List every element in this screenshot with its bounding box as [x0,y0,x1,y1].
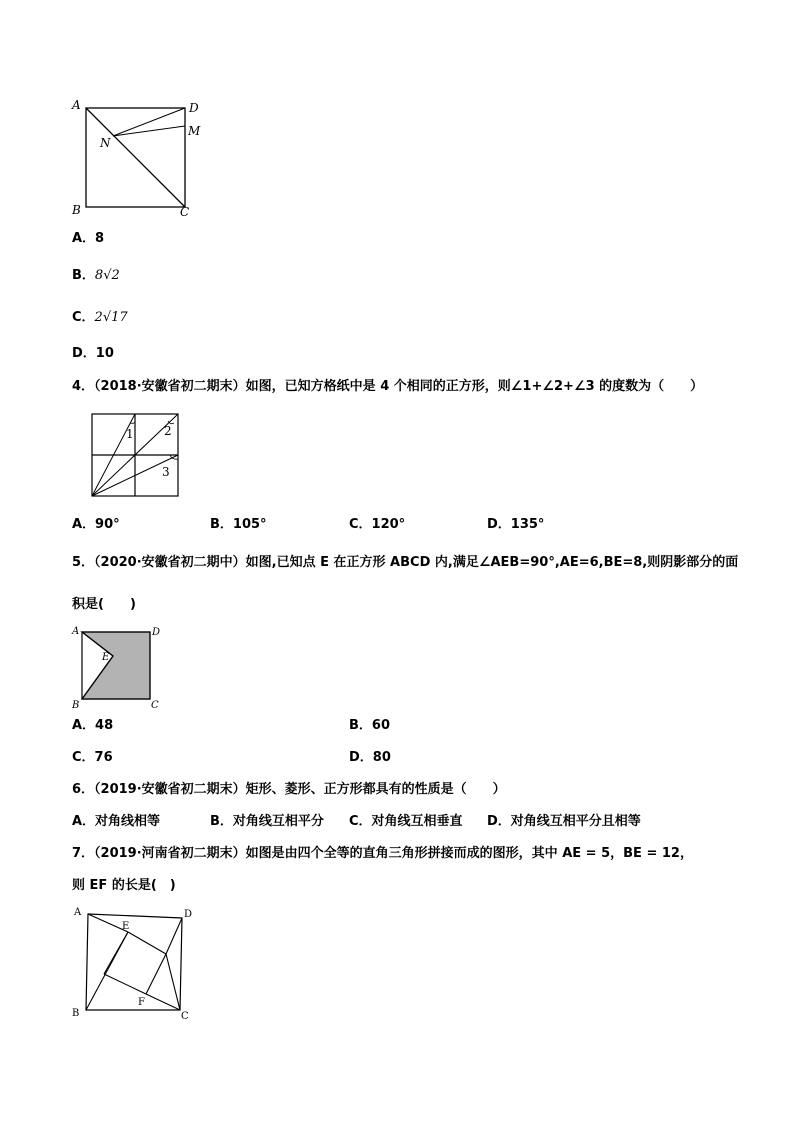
q4-grid-figure [88,410,188,504]
q6-stem: 6．（2019·安徽省初二期末）矩形、菱形、正方形都具有的性质是（ ） [72,782,506,797]
q7-label-a: A [74,907,82,918]
q6-option-c: C．对角线互相垂直 [349,814,463,829]
q7-label-b: B [72,1008,80,1019]
q6-option-b: B．对角线互相平分 [210,814,324,829]
q3-label-a: A [72,98,81,112]
q4-option-b: B．105° [210,517,267,532]
q6-option-d: D．对角线互相平分且相等 [487,814,641,829]
q3-option-c-math: 2√17 [94,310,128,325]
q7-label-e: E [122,921,130,932]
q6-option-a: A．对角线相等 [72,814,161,829]
q7-label-c: C [181,1011,189,1022]
q5-label-d: D [152,627,161,638]
q3-option-c [72,310,128,326]
q7-square-figure [66,902,206,1028]
q4-option-c: C．120° [349,517,406,532]
q5-stem-line1: 5．（2020·安徽省初二期中）如图,已知点 E 在正方形 ABCD 内,满足∠AEB=90°,AE=6,BE=8,则阴影部分的面 [72,555,739,570]
q4-option-a: A．90° [72,517,120,532]
q3-option-a: A．8 [72,231,105,246]
q4-angle-1: 1 [126,427,134,441]
q3-option-c-prefix: C． [72,310,95,325]
q5-stem-line2: 积是( ) [72,597,136,612]
q3-square-figure [66,96,216,226]
q5-option-b: B．60 [349,718,390,733]
q7-label-d: D [184,909,193,920]
q5-label-c: C [151,700,159,711]
q3-label-m: M [188,124,201,138]
q3-option-b-math: 8√2 [94,268,120,283]
q4-angle-3: 3 [162,465,170,479]
q3-label-n: N [100,136,111,150]
q3-label-d: D [189,101,199,115]
q5-label-a: A [72,626,80,637]
q4-stem: 4．（2018·安徽省初二期末）如图，已知方格纸中是 4 个相同的正方形，则∠1+∠2+∠3 的度数为（ ） [72,379,704,394]
q5-option-a: A．48 [72,718,114,733]
q4-option-d: D．135° [487,517,545,532]
q3-option-b-prefix: B． [72,268,95,283]
q3-option-d: D．10 [72,346,114,361]
q7-label-f: F [138,997,145,1008]
q5-label-e: E [102,652,110,663]
q3-option-b [72,268,120,284]
q7-stem-line2: 则 EF 的长是( ) [72,878,176,893]
q5-option-c: C．76 [72,750,113,765]
q5-square-figure [66,620,170,712]
q4-angle-2: 2 [164,424,172,438]
q5-label-b: B [72,700,80,711]
q7-stem-line1: 7．（2019·河南省初二期末）如图是由四个全等的直角三角形拼接而成的图形，其中 AE = 5，BE = 12， [72,846,693,861]
q5-option-d: D．80 [349,750,391,765]
q3-label-c: C [180,205,190,219]
q3-label-b: B [72,203,81,217]
